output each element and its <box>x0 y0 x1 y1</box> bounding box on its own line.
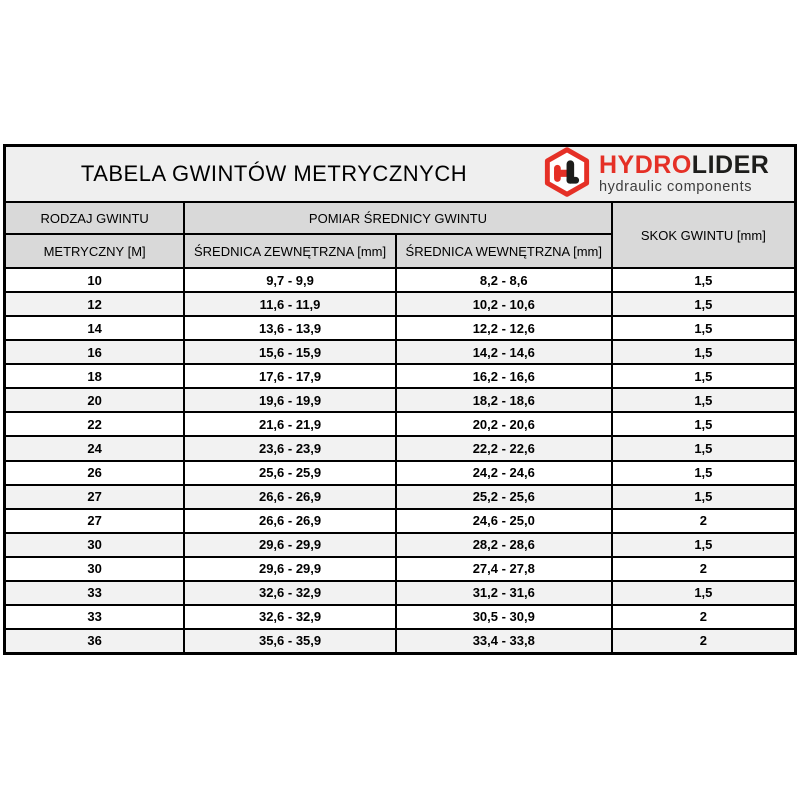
cell-metric: 16 <box>6 341 185 363</box>
cell-inner-diameter: 10,2 - 10,6 <box>397 293 613 315</box>
brand-lider: LIDER <box>691 151 770 180</box>
table-row <box>6 365 794 389</box>
cell-inner-diameter: 30,5 - 30,9 <box>397 606 613 628</box>
table-row <box>6 534 794 558</box>
cell-pitch: 1,5 <box>694 272 713 288</box>
brand-hydro: HYDRO <box>599 151 692 180</box>
cell-inner-diameter: 33,4 - 33,8 <box>397 630 613 652</box>
cell-outer-diameter: 11,6 - 11,9 <box>185 293 397 315</box>
table-row <box>6 269 794 293</box>
cell-metric: 22 <box>6 413 185 435</box>
table-header <box>6 203 794 269</box>
cell-pitch: 1,5 <box>694 585 713 601</box>
cell-pitch: 1,5 <box>694 416 713 432</box>
table-row <box>6 486 794 510</box>
cell-outer-diameter: 19,6 - 19,9 <box>185 389 397 411</box>
cell-inner-diameter: 8,2 - 8,6 <box>397 269 613 291</box>
cell-metric: 14 <box>6 317 185 339</box>
cell-inner-diameter: 20,2 - 20,6 <box>397 413 613 435</box>
cell-metric: 27 <box>6 486 185 508</box>
cell-metric: 27 <box>6 510 185 532</box>
table-row <box>6 437 794 461</box>
table-row <box>6 558 794 582</box>
cell-outer-diameter: 32,6 - 32,9 <box>185 606 397 628</box>
table-row <box>6 317 794 341</box>
cell-pitch: 1,5 <box>694 392 713 408</box>
cell-metric: 33 <box>6 606 185 628</box>
cell-metric: 24 <box>6 437 185 459</box>
table-row <box>6 389 794 413</box>
cell-outer-diameter: 17,6 - 17,9 <box>185 365 397 387</box>
cell-inner-diameter: 14,2 - 14,6 <box>397 341 613 363</box>
cell-pitch: 1,5 <box>694 489 713 505</box>
cell-pitch: 1,5 <box>694 537 713 553</box>
metric-thread-table <box>3 144 797 655</box>
brand-name <box>599 153 769 178</box>
header-diameter-group: POMIAR ŚREDNICY GWINTU <box>185 203 612 235</box>
cell-outer-diameter: 25,6 - 25,9 <box>185 462 397 484</box>
table-row <box>6 582 794 606</box>
cell-inner-diameter: 28,2 - 28,6 <box>397 534 613 556</box>
table-title-row <box>6 147 794 203</box>
cell-outer-diameter: 21,6 - 21,9 <box>185 413 397 435</box>
cell-inner-diameter: 31,2 - 31,6 <box>397 582 613 604</box>
cell-pitch: 1,5 <box>694 344 713 360</box>
cell-pitch: 2 <box>699 633 707 649</box>
cell-pitch: 2 <box>699 561 707 577</box>
hl-hexagon-icon <box>542 147 592 202</box>
header-pitch: SKOK GWINTU [mm] <box>640 227 766 243</box>
cell-inner-diameter: 16,2 - 16,6 <box>397 365 613 387</box>
cell-pitch: 1,5 <box>694 320 713 336</box>
cell-inner-diameter: 27,4 - 27,8 <box>397 558 613 580</box>
cell-pitch: 1,5 <box>694 296 713 312</box>
brand-tagline: hydraulic components <box>599 179 753 196</box>
table-body <box>6 269 794 652</box>
cell-metric: 30 <box>6 534 185 556</box>
cell-inner-diameter: 25,2 - 25,6 <box>397 486 613 508</box>
cell-metric: 30 <box>6 558 185 580</box>
cell-outer-diameter: 32,6 - 32,9 <box>185 582 397 604</box>
header-outer-diameter: ŚREDNICA ZEWNĘTRZNA [mm] <box>185 235 397 267</box>
cell-pitch: 1,5 <box>694 440 713 456</box>
cell-pitch: 1,5 <box>694 368 713 384</box>
table-row <box>6 413 794 437</box>
table-row <box>6 510 794 534</box>
cell-metric: 26 <box>6 462 185 484</box>
cell-inner-diameter: 12,2 - 12,6 <box>397 317 613 339</box>
cell-metric: 18 <box>6 365 185 387</box>
cell-metric: 36 <box>6 630 185 652</box>
cell-metric: 10 <box>6 269 185 291</box>
cell-outer-diameter: 23,6 - 23,9 <box>185 437 397 459</box>
table-row <box>6 341 794 365</box>
cell-inner-diameter: 18,2 - 18,6 <box>397 389 613 411</box>
cell-metric: 12 <box>6 293 185 315</box>
table-row <box>6 606 794 630</box>
cell-outer-diameter: 26,6 - 26,9 <box>185 486 397 508</box>
header-inner-diameter: ŚREDNICA WEWNĘTRZNA [mm] <box>397 235 613 267</box>
cell-outer-diameter: 26,6 - 26,9 <box>185 510 397 532</box>
cell-metric: 33 <box>6 582 185 604</box>
cell-outer-diameter: 15,6 - 15,9 <box>185 341 397 363</box>
cell-outer-diameter: 29,6 - 29,9 <box>185 534 397 556</box>
table-row <box>6 293 794 317</box>
cell-pitch: 2 <box>699 609 707 625</box>
cell-inner-diameter: 24,6 - 25,0 <box>397 510 613 532</box>
cell-inner-diameter: 24,2 - 24,6 <box>397 462 613 484</box>
cell-inner-diameter: 22,2 - 22,6 <box>397 437 613 459</box>
header-metric: METRYCZNY [M] <box>6 235 185 267</box>
cell-outer-diameter: 29,6 - 29,9 <box>185 558 397 580</box>
cell-outer-diameter: 13,6 - 13,9 <box>185 317 397 339</box>
cell-outer-diameter: 9,7 - 9,9 <box>185 269 397 291</box>
table-row <box>6 630 794 652</box>
hydrolider-logo <box>542 147 794 202</box>
cell-pitch: 2 <box>699 513 707 529</box>
table-row <box>6 462 794 486</box>
header-thread-type: RODZAJ GWINTU <box>6 203 185 235</box>
logo-text <box>599 153 769 195</box>
cell-pitch: 1,5 <box>694 465 713 481</box>
cell-metric: 20 <box>6 389 185 411</box>
table-title: TABELA GWINTÓW METRYCZNYCH <box>80 161 468 186</box>
cell-outer-diameter: 35,6 - 35,9 <box>185 630 397 652</box>
